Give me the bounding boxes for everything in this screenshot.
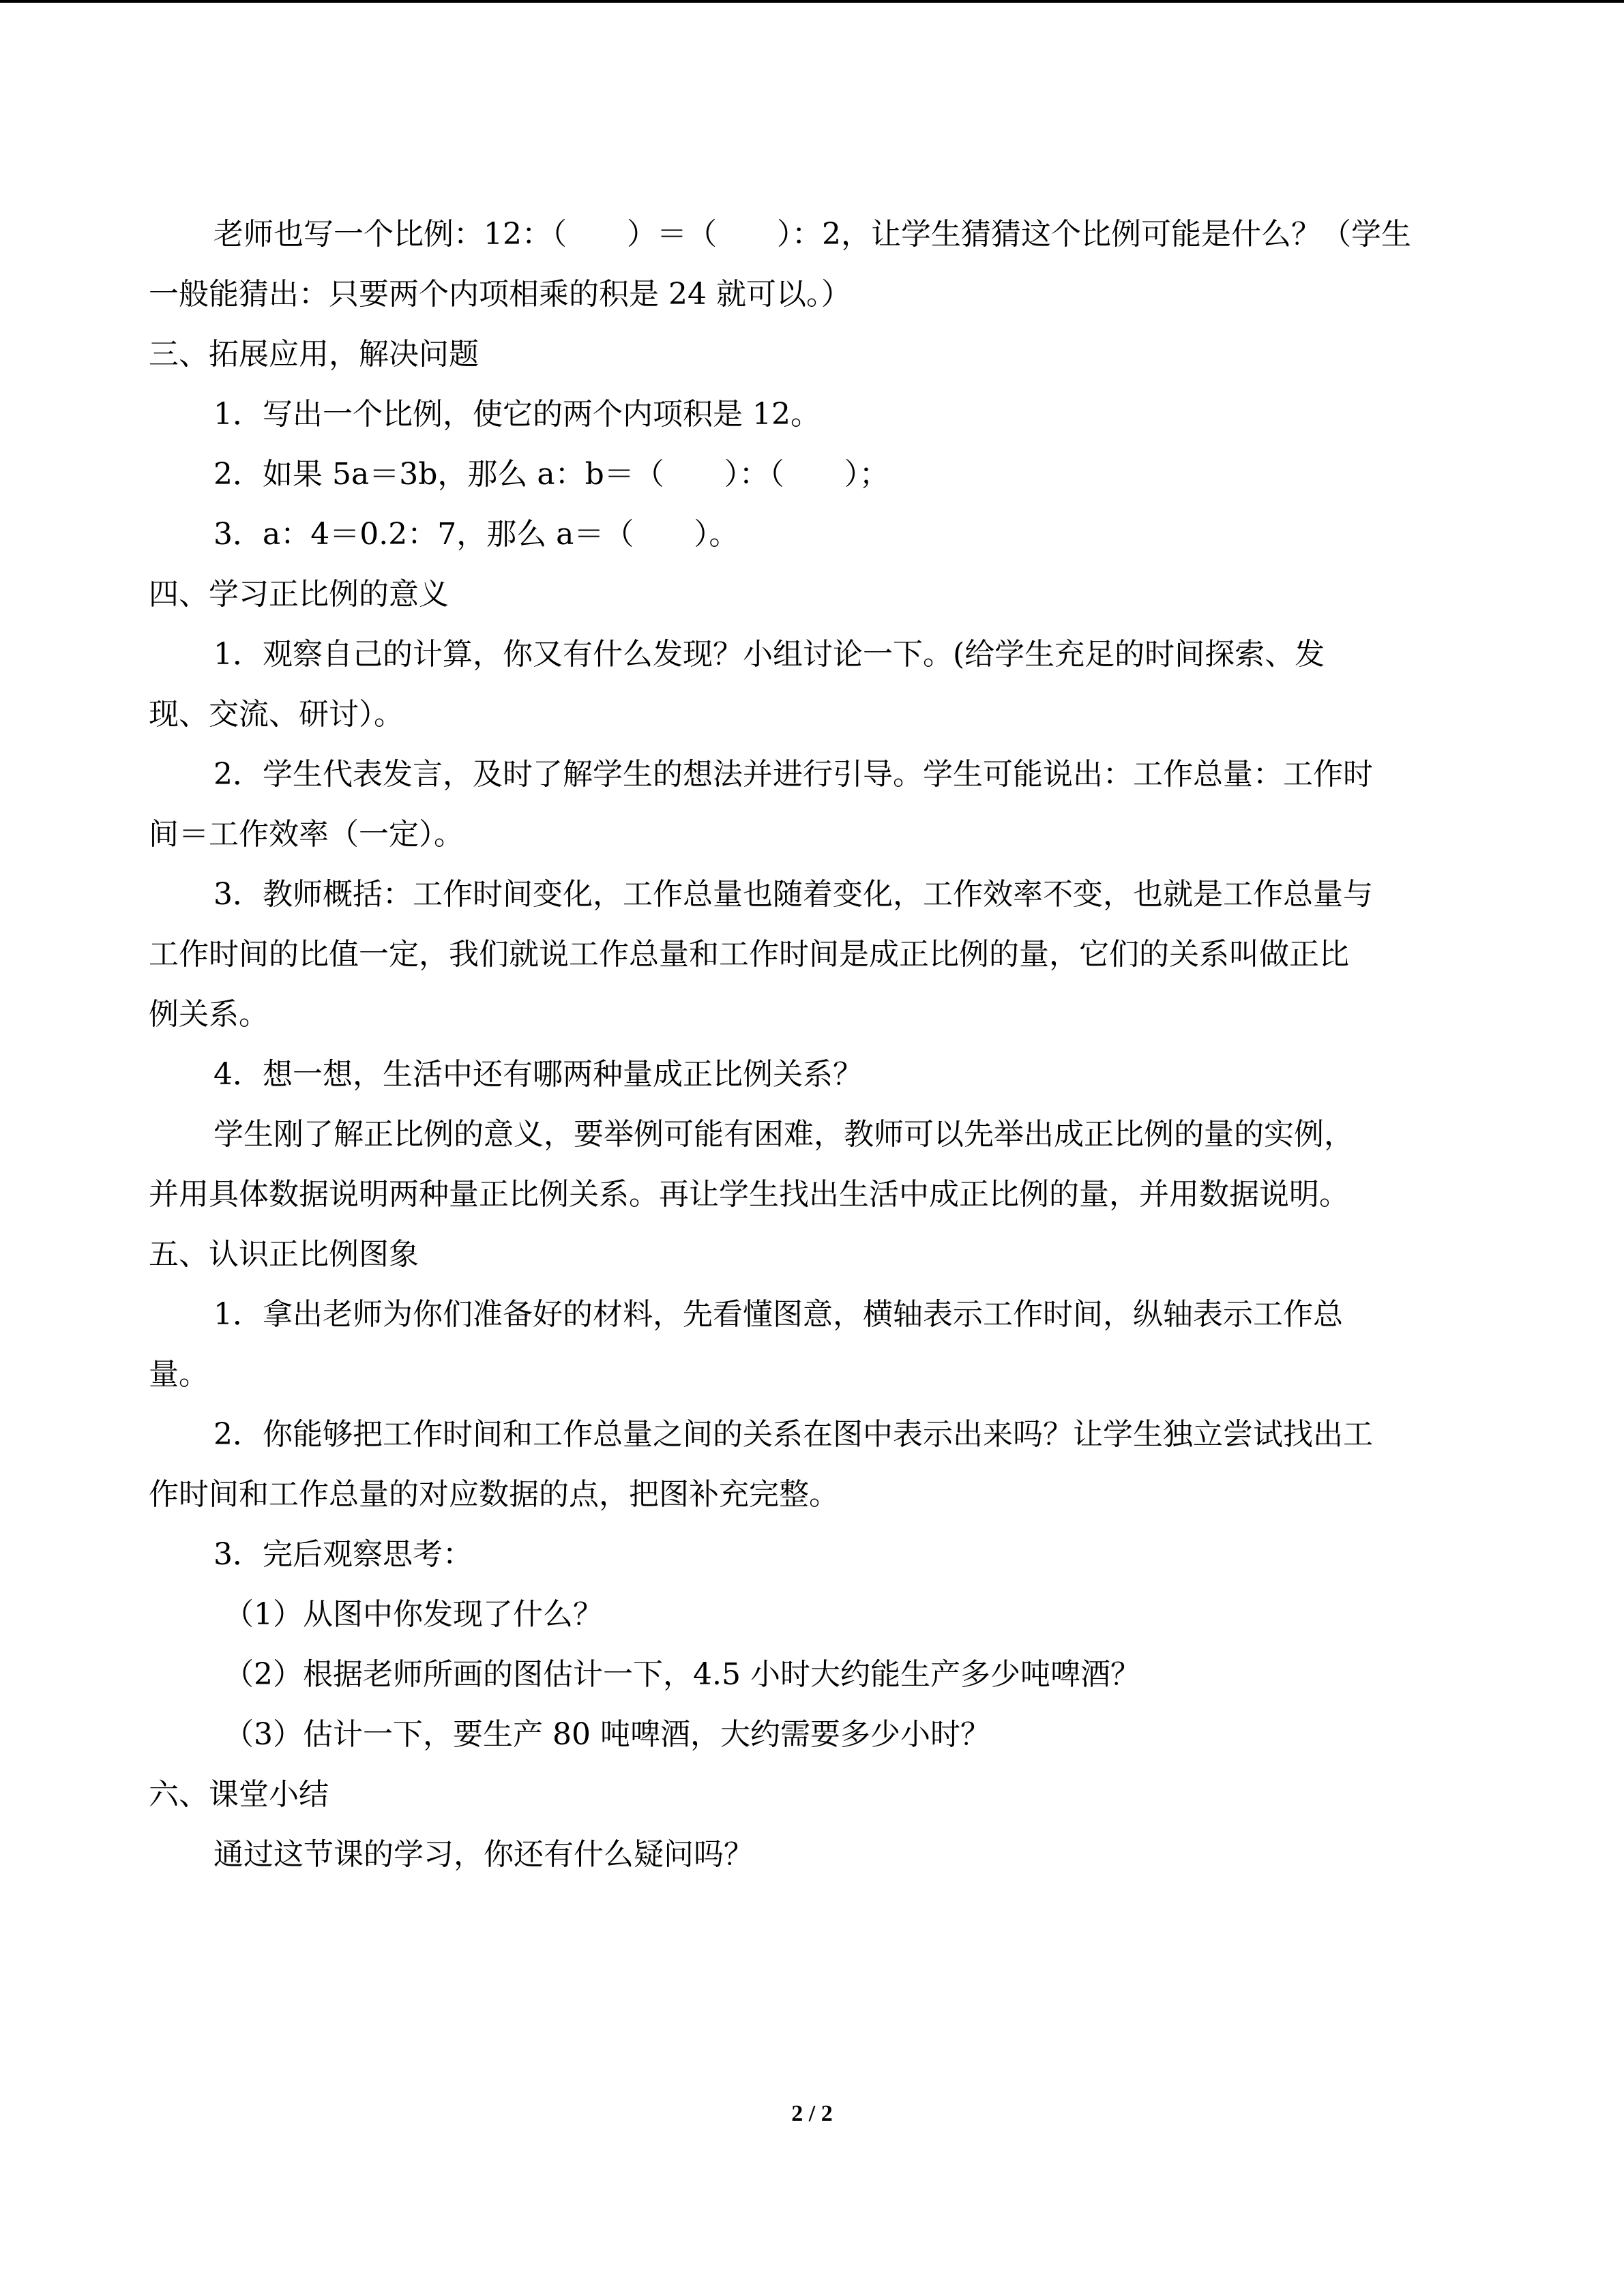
paragraph-line: 老师也写一个比例：12：（ ）＝（ ）：2，让学生猜猜这个比例可能是什么？（学生 (213, 217, 1411, 252)
paragraph-line: 2．你能够把工作时间和工作总量之间的关系在图中表示出来吗？让学生独立尝试找出工 (213, 1417, 1373, 1452)
paragraph-line: 3．完后观察思考： (213, 1537, 473, 1572)
section-heading: 五、认识正比例图象 (149, 1237, 419, 1272)
paragraph-line: 作时间和工作总量的对应数据的点，把图补充完整。 (149, 1477, 839, 1512)
page-top-border (0, 0, 1624, 3)
question-item: （1）从图中你发现了什么？ (224, 1597, 603, 1632)
paragraph-line: 1．拿出老师为你们准备好的材料，先看懂图意，横轴表示工作时间，纵轴表示工作总 (213, 1297, 1343, 1332)
question-item: （2）根据老师所画的图估计一下，4.5 小时大约能生产多少吨啤酒？ (224, 1657, 1140, 1692)
paragraph-line: 并用具体数据说明两种量正比例关系。再让学生找出生活中成正比例的量，并用数据说明。 (149, 1177, 1349, 1212)
paragraph-line: 间＝工作效率（一定）。 (149, 817, 464, 852)
paragraph-line: 现、交流、研讨）。 (149, 697, 404, 732)
paragraph-line: 例关系。 (149, 997, 269, 1032)
document-body (149, 205, 1475, 1885)
question-item: （3）估计一下，要生产 80 吨啤酒，大约需要多少小时？ (224, 1717, 990, 1752)
paragraph-line: 一般能猜出：只要两个内项相乘的积是 24 就可以。） (149, 277, 851, 312)
exercise-item: 1．写出一个比例，使它的两个内项积是 12。 (213, 397, 821, 432)
exercise-item: 2．如果 5a＝3b，那么 a：b＝（ ）：（ ）； (213, 457, 889, 492)
paragraph-line: 3．教师概括：工作时间变化，工作总量也随着变化，工作效率不变，也就是工作总量与 (213, 877, 1373, 912)
paragraph-line: 量。 (149, 1357, 209, 1392)
paragraph-line: 通过这节课的学习，你还有什么疑问吗？ (213, 1837, 754, 1872)
paragraph-line: 2．学生代表发言，及时了解学生的想法并进行引导。学生可能说出：工作总量：工作时 (213, 757, 1373, 792)
section-heading: 三、拓展应用，解决问题 (149, 337, 479, 372)
page-number: 2 / 2 (791, 2101, 833, 2126)
exercise-item: 3．a：4＝0.2：7，那么 a＝（ ）。 (213, 517, 739, 552)
paragraph-line: 1．观察自己的计算，你又有什么发现？小组讨论一下。(给学生充足的时间探索、发 (213, 637, 1325, 672)
section-heading: 四、学习正比例的意义 (149, 577, 449, 612)
section-heading: 六、课堂小结 (149, 1777, 329, 1812)
paragraph-line: 4．想一想，生活中还有哪两种量成正比例关系？ (213, 1057, 863, 1092)
paragraph-line: 工作时间的比值一定，我们就说工作总量和工作时间是成正比例的量，它们的关系叫做正比 (149, 937, 1349, 972)
paragraph-line: 学生刚了解正比例的意义，要举例可能有困难，教师可以先举出成正比例的量的实例， (213, 1117, 1354, 1152)
